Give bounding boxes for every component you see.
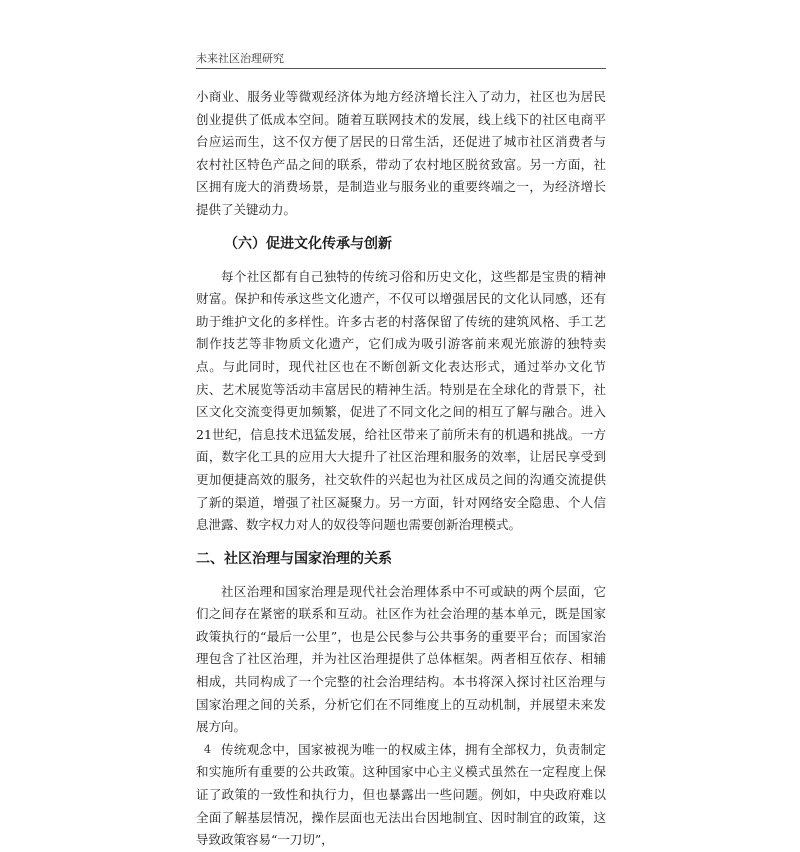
section-heading-2: 二、社区治理与国家治理的关系 (196, 550, 392, 567)
paragraph: 每个社区都有自己独特的传统习俗和历史文化，这些都是宝贵的精神财富。保护和传承这些文化遗产，不仅可以增强居民的文化认同感，还有助于维护文化的多样性。许多古老的村落保留了传统的建筑风格、手工艺制作技艺等非物质文化遗产，它们成为吸引游客前来观光旅游的独特卖点。与此同时，现代社区也在不断创新文化表达形式，通过举办文化节庆、艺术展览等活动丰富居民的精神生活。特别是在全球化的背景下，社区文化交流变得更加频繁，促进了不同文化之间的相互了解与融合。进入21世纪，信息技术迅猛发展，给社区带来了前所未有的机遇和挑战。一方面，数字化工具的应用大大提升了社区治理和服务的效率，让居民享受到更加便捷高效的服务，社交软件的兴起也为社区成员之间的沟通交流提供了新的渠道，增强了社区凝聚力。另一方面，针对网络安全隐患、个人信息泄露、数字权力对人的奴役等问题也需要创新治理模式。 (196, 268, 606, 533)
paragraph: 传统观念中，国家被视为唯一的权威主体，拥有全部权力，负责制定和实施所有重要的公共政策。这种国家中心主义模式虽然在一定程度上保证了政策的一致性和执行力，但也暴露出一些问题。例如，中央政府难以全面了解基层情况，操作层面也无法出台因地制宜、因时制宜的政策，这导致政策容易“一刀切”， (196, 741, 606, 848)
body-text (196, 86, 606, 852)
running-head: 未来社区治理研究 (196, 52, 284, 65)
section-heading-6: （六）促进文化传承与创新 (224, 235, 392, 252)
header-rule (196, 68, 606, 69)
paragraph: 社区治理和国家治理是现代社会治理体系中不可或缺的两个层面，它们之间存在紧密的联系和互动。社区作为社会治理的基本单元，既是国家政策执行的“最后一公里”，也是公民参与公共事务的重要平台；而国家治理包含了社区治理，并为社区治理提供了总体框架。两者相互依存、相辅相成，共同构成了一个完整的社会治理结构。本书将深入探讨社区治理与国家治理之间的关系，分析它们在不同维度上的互动机制，并展望未来发展方向。 (196, 583, 606, 735)
page-number: 4 (204, 743, 211, 756)
paragraph-continued: 小商业、服务业等微观经济体为地方经济增长注入了动力，社区也为居民创业提供了低成本空间。随着互联网技术的发展，线上线下的社区电商平台应运而生，这不仅方便了居民的日常生活，还促进了城市社区消费者与农村社区特色产品之间的联系，带动了农村地区脱贫致富。另一方面，社区拥有庞大的消费场景，是制造业与服务业的重要终端之一，为经济增长提供了关键动力。 (196, 89, 606, 217)
